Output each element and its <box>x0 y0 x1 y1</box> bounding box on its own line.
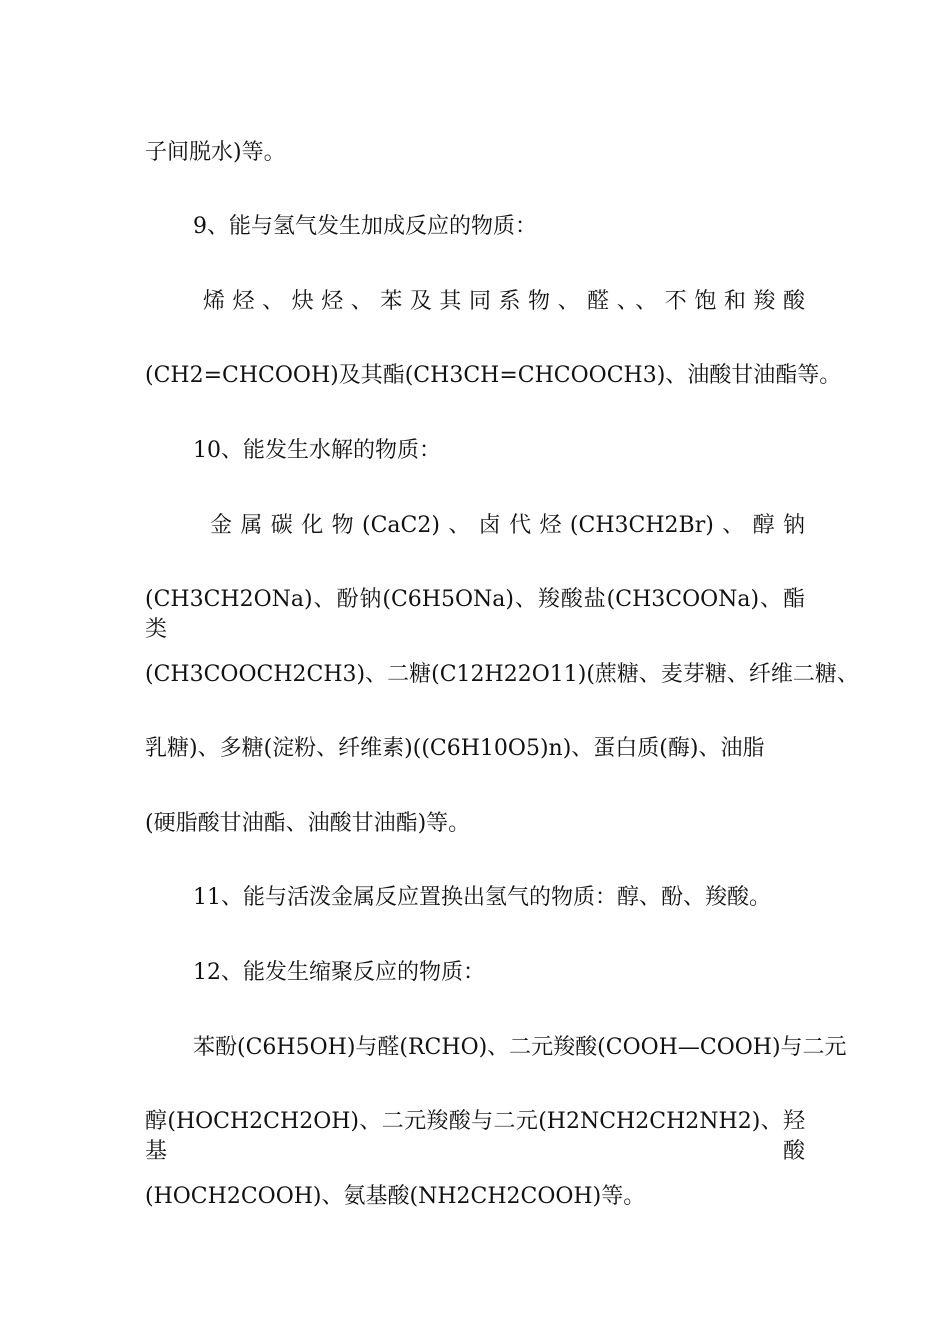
section-heading-9: 9、能与氢气发生加成反应的物质： <box>193 214 537 239</box>
text-line: 烯烃、炔烃、苯及其同系物、醛、、不饱和羧酸 <box>203 289 805 314</box>
text-line: 子间脱水)等。 <box>145 140 286 165</box>
text-line: (硬脂酸甘油酯、油酸甘油酯)等。 <box>145 811 471 836</box>
text-line: (CH3CH2ONa)、酚钠(C6H5ONa)、羧酸盐(CH3COONa)、酯类 <box>145 587 805 642</box>
text-line: 金属碳化物(CaC2)、卤代烃(CH3CH2Br)、醇钠 <box>210 513 805 538</box>
section-heading-12: 12、能发生缩聚反应的物质： <box>193 960 485 985</box>
text-line: (HOCH2COOH)、氨基酸(NH2CH2COOH)等。 <box>145 1184 646 1209</box>
text-line: (CH2=CHCOOH)及其酯(CH3CH=CHCOOCH3)、油酸甘油酯等。 <box>145 363 842 388</box>
section-heading-10: 10、能发生水解的物质： <box>193 438 441 463</box>
text-line: (CH3COOCH2CH3)、二糖(C12H22O11)(蔗糖、麦芽糖、纤维二糖、 <box>145 662 859 687</box>
section-heading-11: 11、能与活泼金属反应置换出氢气的物质：醇、酚、羧酸。 <box>193 885 771 910</box>
text-line: 醇(HOCH2CH2OH)、二元羧酸与二元(H2NCH2CH2NH2)、羟基酸 <box>145 1109 805 1164</box>
text-line: 苯酚(C6H5OH)与醛(RCHO)、二元羧酸(COOH—COOH)与二元 <box>193 1035 847 1060</box>
text-line: 乳糖)、多糖(淀粉、纤维素)((C6H10O5)n)、蛋白质(酶)、油脂 <box>145 736 765 761</box>
